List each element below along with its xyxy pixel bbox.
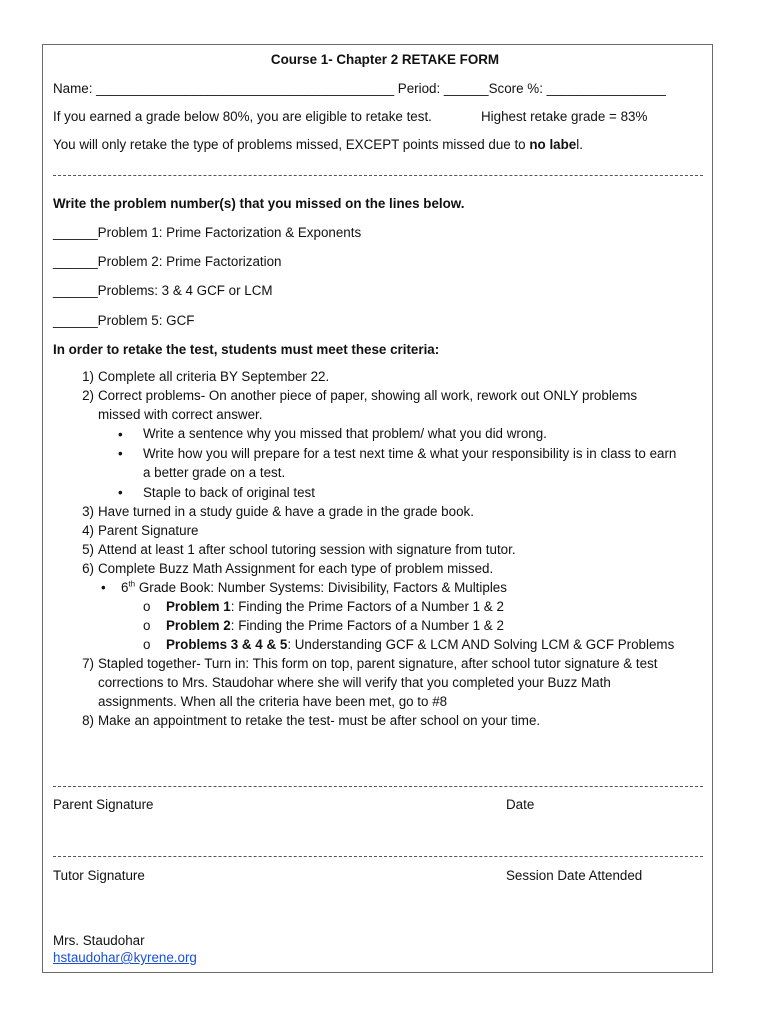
criteria-number-5: 5) <box>82 542 94 557</box>
problem-line-3: ______Problems: 3 & 4 GCF or LCM <box>53 283 273 298</box>
criteria-number-1: 1) <box>82 369 94 384</box>
criteria-number-7: 7) <box>82 656 94 671</box>
circle-bullet-icon: o <box>143 618 151 633</box>
criteria-6: Complete Buzz Math Assignment for each type of problem missed. <box>98 561 494 576</box>
teacher-name: Mrs. Staudohar <box>53 933 145 948</box>
criteria-2-cont: missed with correct answer. <box>98 407 263 422</box>
criteria-8: Make an appointment to retake the test- must be after school on your time. <box>98 713 541 728</box>
bullet-2-cont: a better grade on a test. <box>143 465 286 480</box>
bullet-icon: • <box>101 580 106 595</box>
divider-line <box>53 175 703 176</box>
only-retake-text: You will only retake the type of problems missed, EXCEPT points missed due to no label. <box>53 137 583 152</box>
criteria-4: Parent Signature <box>98 523 199 538</box>
parent-signature-label: Parent Signature <box>53 797 154 812</box>
criteria-7-cont: corrections to Mrs. Staudohar where she will verify that you completed your Buzz Math <box>98 675 611 690</box>
grade-book-line: 6th Grade Book: Number Systems: Divisibility, Factors & Multiples <box>121 579 507 595</box>
criteria-heading: In order to retake the test, students must meet these criteria: <box>53 342 440 357</box>
problem-line-4: ______Problem 5: GCF <box>53 313 195 328</box>
bullet-1: Write a sentence why you missed that problem/ what you did wrong. <box>143 426 547 441</box>
name-period-score-line: Name: ________________________________________ Period: ______Score %: ________________ <box>53 81 666 96</box>
criteria-number-2: 2) <box>82 388 94 403</box>
problem-line-1: ______Problem 1: Prime Factorization & Exponents <box>53 225 362 240</box>
criteria-7: Stapled together- Turn in: This form on top, parent signature, after school tutor signature & test <box>98 656 658 671</box>
highest-grade-text: Highest retake grade = 83% <box>481 109 648 124</box>
buzz-problem-1: Problem 1: Finding the Prime Factors of a Number 1 & 2 <box>166 599 504 614</box>
teacher-email-link[interactable]: hstaudohar@kyrene.org <box>53 950 197 965</box>
circle-bullet-icon: o <box>143 599 151 614</box>
criteria-1: Complete all criteria BY September 22. <box>98 369 330 384</box>
criteria-number-8: 8) <box>82 713 94 728</box>
criteria-number-3: 3) <box>82 504 94 519</box>
criteria-7-cont2: assignments. When all the criteria have been met, go to #8 <box>98 694 448 709</box>
divider-line <box>53 856 703 857</box>
bullet-icon: • <box>118 485 123 500</box>
bullet-icon: • <box>118 446 123 461</box>
tutor-signature-label: Tutor Signature <box>53 868 145 883</box>
eligibility-text: If you earned a grade below 80%, you are eligible to retake test. <box>53 109 432 124</box>
criteria-number-4: 4) <box>82 523 94 538</box>
problem-line-2: ______Problem 2: Prime Factorization <box>53 254 282 269</box>
buzz-problem-3: Problems 3 & 4 & 5: Understanding GCF & LCM AND Solving LCM & GCF Problems <box>166 637 675 652</box>
bullet-icon: • <box>118 427 123 442</box>
bullet-2: Write how you will prepare for a test next time & what your responsibility is in class to earn <box>143 446 677 461</box>
form-title: Course 1- Chapter 2 RETAKE FORM <box>270 52 500 67</box>
session-date-label: Session Date Attended <box>506 868 643 883</box>
date-label: Date <box>506 797 535 812</box>
criteria-2: Correct problems- On another piece of paper, showing all work, rework out ONLY problems <box>98 388 638 403</box>
divider-line <box>53 786 703 787</box>
criteria-number-6: 6) <box>82 561 94 576</box>
criteria-5: Attend at least 1 after school tutoring session with signature from tutor. <box>98 542 516 557</box>
criteria-3: Have turned in a study guide & have a grade in the grade book. <box>98 504 474 519</box>
write-heading: Write the problem number(s) that you missed on the lines below. <box>53 196 465 211</box>
bullet-3: Staple to back of original test <box>143 485 315 500</box>
buzz-problem-2: Problem 2: Finding the Prime Factors of a Number 1 & 2 <box>166 618 504 633</box>
circle-bullet-icon: o <box>143 637 151 652</box>
